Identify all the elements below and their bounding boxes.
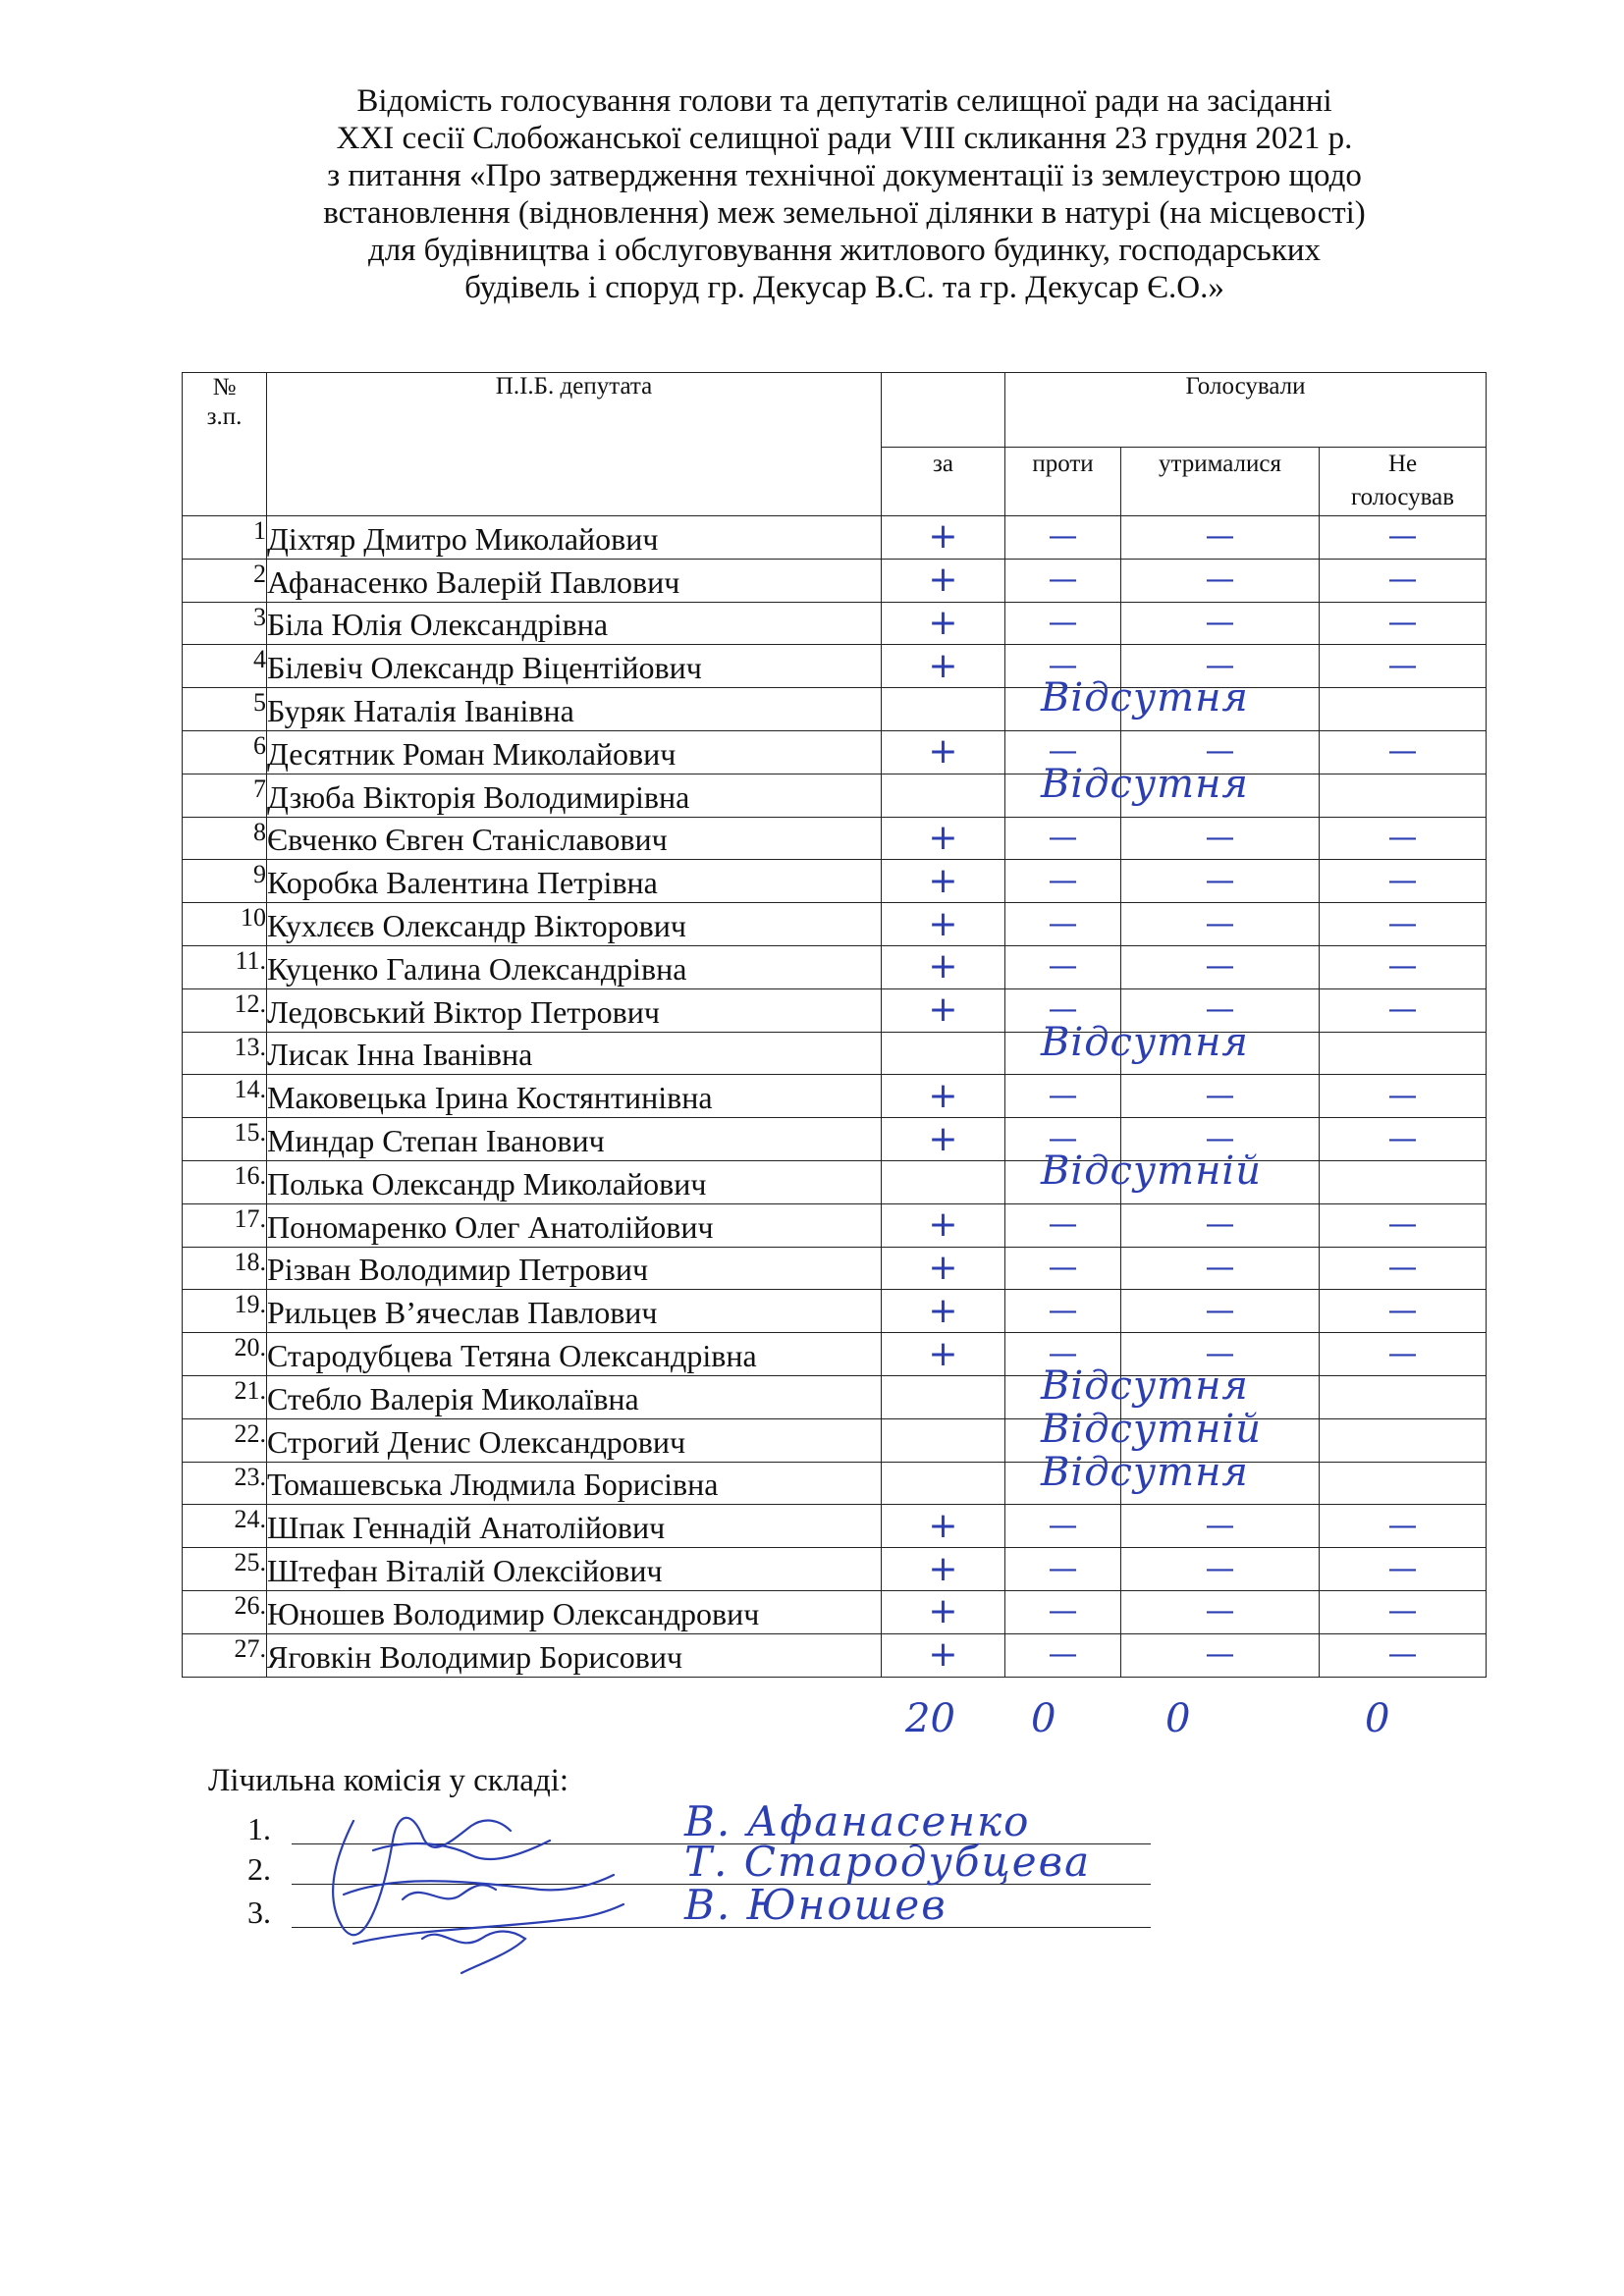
dash-mark: — [1048, 648, 1078, 683]
vote-not-voted-cell [1320, 945, 1487, 988]
dash-mark: — [1387, 820, 1418, 855]
plus-mark: + [928, 946, 958, 988]
vote-for-cell [882, 688, 1005, 731]
plus-mark: + [928, 1204, 958, 1246]
table-row [183, 903, 1487, 946]
vote-for-cell [882, 1203, 1005, 1247]
vote-for-cell [882, 1505, 1005, 1548]
row-number: 17. [183, 1203, 267, 1247]
vote-for-cell [882, 860, 1005, 903]
row-number: 6 [183, 730, 267, 774]
title-line: будівель і споруд гр. Декусар В.С. та гр. Декусар Є.О.» [464, 270, 1224, 305]
vote-against-cell [1005, 817, 1121, 860]
dash-mark: — [1205, 820, 1235, 855]
table-row [183, 1633, 1487, 1677]
dash-mark: — [1048, 734, 1078, 770]
plus-mark: + [928, 1634, 958, 1676]
vote-not-voted-cell [1320, 988, 1487, 1032]
dash-mark: — [1048, 1121, 1078, 1156]
table-row [183, 774, 1487, 817]
dash-mark: — [1387, 734, 1418, 770]
vote-against-cell [1005, 1633, 1121, 1677]
document-title [147, 82, 1542, 306]
plus-mark: + [928, 989, 958, 1031]
dash-mark: — [1205, 562, 1235, 598]
vote-for-cell [882, 1118, 1005, 1161]
vote-for-cell [882, 945, 1005, 988]
dash-mark: — [1387, 1078, 1418, 1113]
row-number: 16. [183, 1160, 267, 1203]
vote-abstained-cell [1121, 903, 1320, 946]
dash-mark: — [1205, 1207, 1235, 1243]
plus-mark: + [928, 560, 958, 601]
deputy-name: Біла Юлія Олександрівна [267, 602, 882, 645]
vote-for-cell [882, 1247, 1005, 1290]
row-number: 18. [183, 1247, 267, 1290]
dash-mark: — [1205, 1508, 1235, 1543]
table-row [183, 602, 1487, 645]
vote-not-voted-cell [1320, 903, 1487, 946]
plus-mark: + [928, 1591, 958, 1632]
vote-abstained-cell [1121, 1203, 1320, 1247]
dash-mark: — [1048, 1551, 1078, 1586]
table-row [183, 1203, 1487, 1247]
vote-against-cell [1005, 1505, 1121, 1548]
vote-for-cell [882, 602, 1005, 645]
header-voted: Голосували [1005, 373, 1487, 448]
header-not-voted-line2: голосував [1350, 484, 1455, 510]
vote-against-cell [1005, 1203, 1121, 1247]
dash-mark: — [1205, 949, 1235, 985]
deputy-name: Миндар Степан Іванович [267, 1118, 882, 1161]
table-row [183, 1548, 1487, 1591]
absent-note: Відсутній [1041, 1148, 1262, 1194]
plus-mark: + [928, 602, 958, 643]
total-not-voted: 0 [1365, 1696, 1390, 1741]
table-row [183, 1247, 1487, 1290]
vote-abstained-cell [1121, 1247, 1320, 1290]
title-line: для будівництва і обслуговування житлового будинку, господарських [367, 233, 1322, 268]
vote-not-voted-cell [1320, 688, 1487, 731]
dash-mark: — [1205, 906, 1235, 941]
deputy-name: Різван Володимир Петрович [267, 1247, 882, 1290]
row-number: 26. [183, 1590, 267, 1633]
deputy-name: Десятник Роман Миколайович [267, 730, 882, 774]
dash-mark: — [1387, 605, 1418, 640]
table-row [183, 1160, 1487, 1203]
plus-mark: + [928, 731, 958, 773]
vote-not-voted-cell [1320, 1590, 1487, 1633]
deputy-name: Лисак Інна Іванівна [267, 1032, 882, 1075]
vote-not-voted-cell [1320, 1203, 1487, 1247]
dash-mark: — [1205, 1551, 1235, 1586]
plus-mark: + [928, 1290, 958, 1331]
vote-not-voted-cell [1320, 1633, 1487, 1677]
vote-against-cell [1005, 903, 1121, 946]
vote-abstained-cell [1121, 559, 1320, 602]
deputy-name: Рильцев В’ячеслав Павлович [267, 1290, 882, 1333]
deputy-name: Афанасенко Валерій Павлович [267, 559, 882, 602]
vote-abstained-cell [1121, 602, 1320, 645]
dash-mark: — [1048, 519, 1078, 555]
dash-mark: — [1205, 992, 1235, 1028]
vote-for-cell [882, 1375, 1005, 1418]
header-not-voted-line1: Не [1387, 451, 1418, 477]
vote-for-cell [882, 1075, 1005, 1118]
dash-mark: — [1048, 906, 1078, 941]
dash-mark: — [1048, 820, 1078, 855]
vote-for-cell [882, 1462, 1005, 1505]
vote-against-cell [1005, 559, 1121, 602]
deputy-name: Строгий Денис Олександрович [267, 1418, 882, 1462]
plus-mark: + [928, 1548, 958, 1589]
dash-mark: — [1387, 1551, 1418, 1586]
dash-mark: — [1387, 1336, 1418, 1371]
dash-mark: — [1048, 1594, 1078, 1629]
dash-mark: — [1387, 562, 1418, 598]
table-row [183, 1032, 1487, 1075]
vote-abstained-cell [1121, 1590, 1320, 1633]
deputy-name: Яговкін Володимир Борисович [267, 1633, 882, 1677]
deputy-name: Кухлєєв Олександр Вікторович [267, 903, 882, 946]
vote-for-cell [882, 817, 1005, 860]
dash-mark: — [1205, 863, 1235, 898]
plus-mark: + [928, 645, 958, 686]
row-number: 21. [183, 1375, 267, 1418]
row-number: 13. [183, 1032, 267, 1075]
total-against: 0 [1031, 1696, 1056, 1741]
table-row [183, 817, 1487, 860]
vote-for-cell [882, 645, 1005, 688]
title-line: Відомість голосування голови та депутатів селищної ради на засіданні [356, 83, 1332, 119]
row-number: 12. [183, 988, 267, 1032]
header-abstained: утрималися [1121, 448, 1320, 516]
vote-against-cell [1005, 860, 1121, 903]
dash-mark: — [1048, 605, 1078, 640]
plus-mark: + [928, 516, 958, 558]
deputy-name: Дзюба Вікторія Володимирівна [267, 774, 882, 817]
dash-mark: — [1205, 1336, 1235, 1371]
vote-not-voted-cell [1320, 1333, 1487, 1376]
table-row [183, 1290, 1487, 1333]
dash-mark: — [1048, 949, 1078, 985]
vote-not-voted-cell [1320, 1548, 1487, 1591]
table-row [183, 559, 1487, 602]
row-number: 15. [183, 1118, 267, 1161]
row-number: 25. [183, 1548, 267, 1591]
table-row [183, 945, 1487, 988]
header-for: за [882, 448, 1005, 516]
dash-mark: — [1387, 519, 1418, 555]
vote-for-cell [882, 903, 1005, 946]
vote-not-voted-cell [1320, 860, 1487, 903]
dash-mark: — [1205, 1594, 1235, 1629]
dash-mark: — [1205, 605, 1235, 640]
dash-mark: — [1387, 1250, 1418, 1285]
deputy-name: Полька Олександр Миколайович [267, 1160, 882, 1203]
header-number-line2: з.п. [206, 403, 243, 430]
dash-mark: — [1205, 1250, 1235, 1285]
vote-abstained-cell [1121, 1633, 1320, 1677]
absent-note: Відсутня [1041, 1363, 1249, 1409]
dash-mark: — [1205, 1078, 1235, 1113]
row-number: 1 [183, 516, 267, 560]
row-number: 19. [183, 1290, 267, 1333]
vote-not-voted-cell [1320, 1462, 1487, 1505]
vote-against-cell [1005, 1290, 1121, 1333]
dash-mark: — [1205, 1637, 1235, 1673]
vote-not-voted-cell [1320, 817, 1487, 860]
table-row [183, 1590, 1487, 1633]
row-number: 23. [183, 1462, 267, 1505]
vote-for-cell [882, 988, 1005, 1032]
dash-mark: — [1387, 1121, 1418, 1156]
row-number: 8 [183, 817, 267, 860]
commission-label: Лічильна комісія у складі: [208, 1763, 569, 1798]
vote-not-voted-cell [1320, 730, 1487, 774]
vote-against-cell [1005, 1548, 1121, 1591]
dash-mark: — [1205, 519, 1235, 555]
header-number [183, 373, 267, 516]
dash-mark: — [1048, 1250, 1078, 1285]
vote-abstained-cell [1121, 1505, 1320, 1548]
table-body [183, 516, 1487, 1678]
vote-for-cell [882, 1633, 1005, 1677]
plus-mark: + [928, 1075, 958, 1116]
dash-mark: — [1387, 1594, 1418, 1629]
plus-mark: + [928, 903, 958, 944]
vote-abstained-cell [1121, 1290, 1320, 1333]
row-number: 7 [183, 774, 267, 817]
dash-mark: — [1048, 562, 1078, 598]
vote-for-cell [882, 774, 1005, 817]
dash-mark: — [1387, 992, 1418, 1028]
table-row [183, 1118, 1487, 1161]
signature-scribble [314, 1782, 638, 1978]
plus-mark: + [928, 1333, 958, 1374]
deputy-name: Буряк Наталія Іванівна [267, 688, 882, 731]
vote-not-voted-cell [1320, 1032, 1487, 1075]
row-number: 11. [183, 945, 267, 988]
table-row [183, 1418, 1487, 1462]
vote-for-cell [882, 1590, 1005, 1633]
row-number: 27. [183, 1633, 267, 1677]
header-not-voted [1320, 448, 1487, 516]
dash-mark: — [1205, 734, 1235, 770]
deputy-name: Ледовський Віктор Петрович [267, 988, 882, 1032]
header-number-line1: № [212, 374, 237, 400]
deputy-name: Томашевська Людмила Борисівна [267, 1462, 882, 1505]
deputy-name: Діхтяр Дмитро Миколайович [267, 516, 882, 560]
header-blank [882, 373, 1005, 448]
table-row [183, 1075, 1487, 1118]
row-number: 10 [183, 903, 267, 946]
title-line: з питання «Про затвердження технічної документації із землеустрою щодо [327, 158, 1362, 193]
vote-against-cell [1005, 1590, 1121, 1633]
deputy-name: Штефан Віталій Олексійович [267, 1548, 882, 1591]
table-row [183, 688, 1487, 731]
vote-abstained-cell [1121, 945, 1320, 988]
row-number: 3 [183, 602, 267, 645]
dash-mark: — [1048, 1637, 1078, 1673]
row-number: 2 [183, 559, 267, 602]
vote-abstained-cell [1121, 516, 1320, 560]
vote-not-voted-cell [1320, 1505, 1487, 1548]
dash-mark: — [1205, 648, 1235, 683]
deputy-name: Коробка Валентина Петрівна [267, 860, 882, 903]
row-number: 22. [183, 1418, 267, 1462]
plus-mark: + [928, 817, 958, 858]
vote-against-cell [1005, 945, 1121, 988]
vote-for-cell [882, 730, 1005, 774]
table-row [183, 860, 1487, 903]
table-row [183, 1505, 1487, 1548]
vote-not-voted-cell [1320, 1375, 1487, 1418]
title-line: XXI сесії Слобожанської селищної ради VIII скликання 23 грудня 2021 р. [336, 121, 1353, 156]
vote-not-voted-cell [1320, 1160, 1487, 1203]
dash-mark: — [1048, 1508, 1078, 1543]
plus-mark: + [928, 860, 958, 901]
vote-not-voted-cell [1320, 602, 1487, 645]
vote-not-voted-cell [1320, 559, 1487, 602]
vote-for-cell [882, 1032, 1005, 1075]
header-name: П.І.Б. депутата [267, 373, 882, 516]
dash-mark: — [1205, 1121, 1235, 1156]
member-number: 3. [247, 1895, 271, 1930]
dash-mark: — [1387, 949, 1418, 985]
dash-mark: — [1048, 1078, 1078, 1113]
absent-note: Відсутня [1041, 1450, 1249, 1495]
absent-note: Відсутня [1041, 675, 1249, 721]
plus-mark: + [928, 1247, 958, 1288]
dash-mark: — [1387, 1207, 1418, 1243]
vote-not-voted-cell [1320, 645, 1487, 688]
vote-abstained-cell [1121, 1548, 1320, 1591]
vote-not-voted-cell [1320, 516, 1487, 560]
total-abstained: 0 [1165, 1696, 1191, 1741]
dash-mark: — [1387, 1637, 1418, 1673]
dash-mark: — [1048, 1293, 1078, 1328]
vote-not-voted-cell [1320, 1247, 1487, 1290]
deputy-name: Стародубцева Тетяна Олександрівна [267, 1333, 882, 1376]
deputy-name: Стебло Валерія Миколаївна [267, 1375, 882, 1418]
table-row [183, 1462, 1487, 1505]
plus-mark: + [928, 1505, 958, 1546]
deputy-name: Маковецька Ірина Костянтинівна [267, 1075, 882, 1118]
member-name: В. Юношев [684, 1881, 947, 1929]
row-number: 14. [183, 1075, 267, 1118]
dash-mark: — [1387, 1508, 1418, 1543]
dash-mark: — [1048, 1207, 1078, 1243]
vote-not-voted-cell [1320, 1075, 1487, 1118]
deputy-name: Білевіч Олександр Віцентійович [267, 645, 882, 688]
vote-against-cell [1005, 602, 1121, 645]
absent-note: Відсутня [1041, 1020, 1249, 1065]
total-for: 20 [905, 1696, 955, 1741]
plus-mark: + [928, 1118, 958, 1159]
row-number: 9 [183, 860, 267, 903]
absent-note: Відсутній [1041, 1407, 1262, 1452]
vote-against-cell [1005, 1247, 1121, 1290]
vote-not-voted-cell [1320, 1290, 1487, 1333]
vote-for-cell [882, 1290, 1005, 1333]
vote-not-voted-cell [1320, 1118, 1487, 1161]
table-row [183, 645, 1487, 688]
vote-for-cell [882, 559, 1005, 602]
dash-mark: — [1048, 863, 1078, 898]
deputy-name: Євченко Євген Станіславович [267, 817, 882, 860]
vote-not-voted-cell [1320, 1418, 1487, 1462]
vote-against-cell [1005, 1075, 1121, 1118]
deputy-name: Куценко Галина Олександрівна [267, 945, 882, 988]
deputy-name: Пономаренко Олег Анатолійович [267, 1203, 882, 1247]
title-line: встановлення (відновлення) меж земельної ділянки в натурі (на місцевості) [323, 195, 1366, 231]
vote-for-cell [882, 1548, 1005, 1591]
member-number: 1. [247, 1811, 271, 1846]
vote-against-cell [1005, 516, 1121, 560]
vote-abstained-cell [1121, 817, 1320, 860]
vote-not-voted-cell [1320, 774, 1487, 817]
dash-mark: — [1387, 863, 1418, 898]
table-row [183, 1375, 1487, 1418]
row-number: 20. [183, 1333, 267, 1376]
table-row [183, 988, 1487, 1032]
table-row [183, 730, 1487, 774]
dash-mark: — [1387, 648, 1418, 683]
member-name: Т. Стародубцева [684, 1838, 1092, 1886]
row-number: 4 [183, 645, 267, 688]
voting-table [182, 372, 1487, 1678]
dash-mark: — [1387, 906, 1418, 941]
absent-note: Відсутня [1041, 762, 1249, 807]
table-row [183, 1333, 1487, 1376]
vote-for-cell [882, 1418, 1005, 1462]
row-number: 24. [183, 1505, 267, 1548]
member-name: В. Афанасенко [684, 1797, 1031, 1845]
vote-for-cell [882, 1333, 1005, 1376]
vote-abstained-cell [1121, 1075, 1320, 1118]
table-row [183, 516, 1487, 560]
header-against: проти [1005, 448, 1121, 516]
vote-for-cell [882, 516, 1005, 560]
deputy-name: Юношев Володимир Олександрович [267, 1590, 882, 1633]
vote-for-cell [882, 1160, 1005, 1203]
member-number: 2. [247, 1851, 271, 1887]
dash-mark: — [1048, 1336, 1078, 1371]
vote-abstained-cell [1121, 860, 1320, 903]
dash-mark: — [1048, 992, 1078, 1028]
dash-mark: — [1387, 1293, 1418, 1328]
row-number: 5 [183, 688, 267, 731]
dash-mark: — [1205, 1293, 1235, 1328]
deputy-name: Шпак Геннадій Анатолійович [267, 1505, 882, 1548]
